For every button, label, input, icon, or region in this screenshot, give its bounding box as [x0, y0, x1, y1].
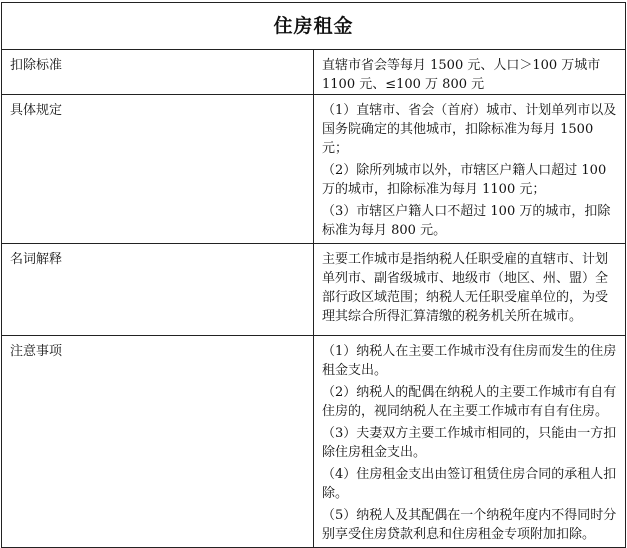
note-item-5: （5）纳税人及其配偶在一个纳税年度内不得同时分别享受住房贷款利息和住房租金专项附加扣除。 [322, 508, 617, 542]
row-label-notes: 注意事项 [2, 336, 314, 548]
term-definition-text [314, 244, 626, 336]
row-label-specific-rules: 具体规定 [2, 95, 314, 244]
table-title: 住房租金 [2, 3, 626, 50]
specific-rule-item-2: （2）除所列城市以外，市辖区户籍人口超过 100 万的城市，扣除标准为每月 1100 元； [322, 163, 607, 197]
table-row-term-definition [2, 244, 626, 336]
table-row-deduction-standard [2, 50, 626, 95]
term-definition-content: 主要工作城市是指纳税人任职受雇的直辖市、计划单列市、副省级城市、地级市（地区、州、盟）全部行政区域范围；纳税人无任职受雇单位的，为受理其综合所得汇算清缴的税务机关所在城市。 [322, 252, 609, 324]
notes-list [314, 336, 626, 548]
deduction-standard-text [314, 50, 626, 95]
deduction-standard-content: 直辖市省会等每月 1500 元、人口＞100 万城市 1100 元、≤100 万 800 元 [322, 58, 601, 92]
specific-rules-list [314, 95, 626, 244]
note-item-3: （3）夫妻双方主要工作城市相同的，只能由一方扣除住房租金支出。 [322, 426, 617, 460]
table-row-specific-rules [2, 95, 626, 244]
specific-rule-item-3: （3）市辖区户籍人口不超过 100 万的城市，扣除标准为每月 800 元。 [322, 204, 611, 238]
table-row-notes [2, 336, 626, 548]
specific-rule-item-1: （1）直辖市、省会（首府）城市、计划单列市以及国务院确定的其他城市，扣除标准为每月 1500 元； [322, 103, 617, 156]
housing-rent-table [1, 2, 626, 548]
note-item-2: （2）纳税人的配偶在纳税人的主要工作城市有自有住房的，视同纳税人在主要工作城市有自有住房。 [322, 385, 617, 419]
row-label-term-definition: 名词解释 [2, 244, 314, 336]
note-item-4: （4）住房租金支出由签订租赁住房合同的承租人扣除。 [322, 467, 617, 501]
row-label-deduction-standard: 扣除标准 [2, 50, 314, 95]
note-item-1: （1）纳税人在主要工作城市没有住房而发生的住房租金支出。 [322, 344, 617, 378]
title-row [2, 3, 626, 50]
